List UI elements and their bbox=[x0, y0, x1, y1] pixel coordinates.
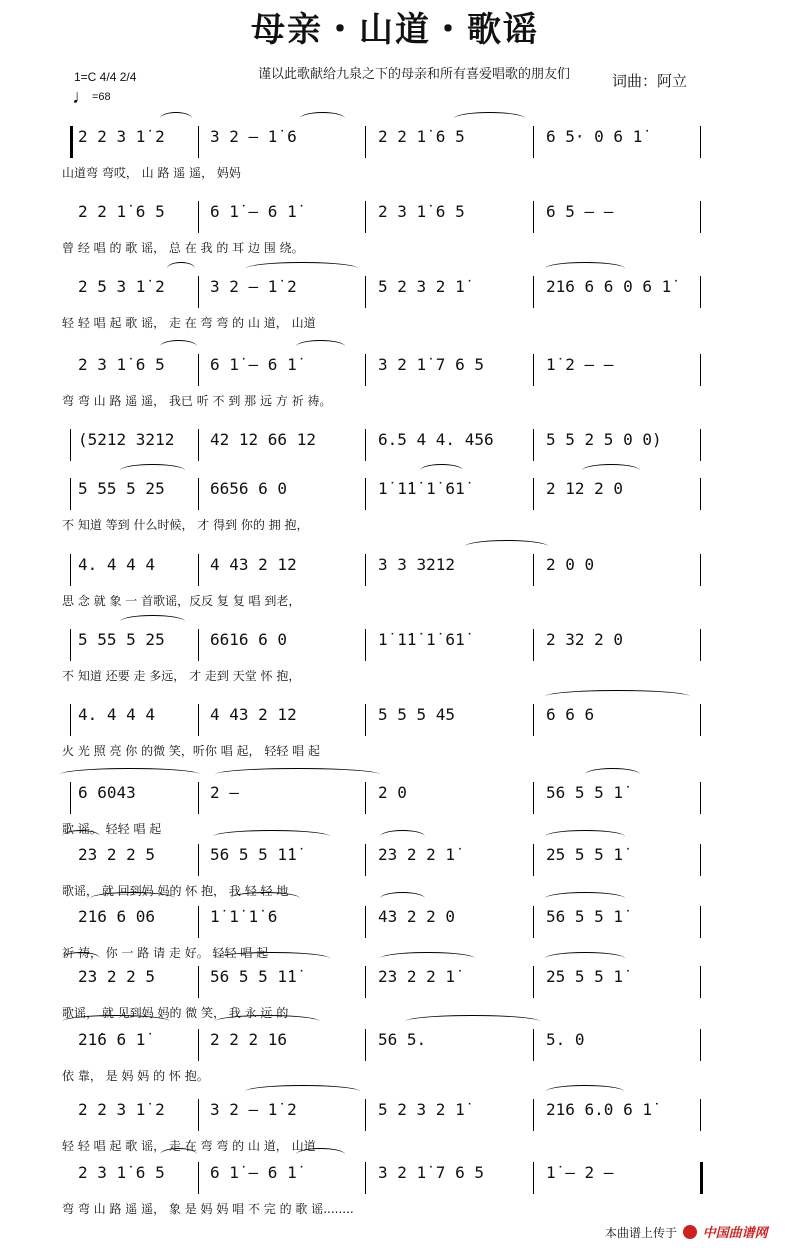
lyric-line: 弯 弯 山 路 遥 遥， 象 是 妈 妈 唱 不 完 的 歌 谣........ bbox=[62, 1202, 354, 1216]
lyrics-music-credit: 词曲：阿立 bbox=[612, 72, 688, 90]
barline bbox=[700, 906, 701, 938]
start-barline bbox=[70, 782, 71, 814]
barline bbox=[365, 201, 366, 233]
measure-notes: 25 5 5 1̇ bbox=[546, 845, 624, 864]
barline bbox=[365, 966, 366, 998]
measure-notes: 56 5 5 1̇1̇ bbox=[210, 845, 297, 864]
slur-mark bbox=[545, 952, 625, 965]
measure-notes: 5. 0 bbox=[546, 1030, 585, 1049]
slur-mark bbox=[215, 1015, 320, 1028]
slur-mark bbox=[62, 952, 100, 965]
measure-notes: 6 1̇ – 6 1̇ bbox=[210, 355, 297, 374]
tempo-value: =68 bbox=[92, 91, 111, 103]
barline bbox=[700, 429, 701, 461]
tempo-marking bbox=[72, 86, 111, 109]
measure-notes: 6 6 6 bbox=[546, 705, 595, 724]
slur-mark bbox=[213, 830, 330, 843]
measure-notes: 3 2 – 1̇ 2 bbox=[210, 1100, 297, 1119]
slur-mark bbox=[545, 892, 625, 905]
barline bbox=[533, 1162, 534, 1194]
measure-notes: 5 55 5 25 bbox=[78, 479, 165, 498]
score-system bbox=[0, 197, 790, 265]
slur-mark bbox=[582, 464, 640, 477]
measure-notes: 3 2 1̇ 7 6 5 bbox=[378, 1163, 484, 1182]
key-time-signature: 1=C 4/4 2/4 bbox=[74, 70, 137, 84]
lyric-line: 曾 经 唱 的 歌 谣， 总 在 我 的 耳 边 围 绕。 bbox=[62, 241, 304, 255]
slur-mark bbox=[120, 615, 185, 628]
lyric-line: 思 念 就 象 一 首歌谣，反反 复 复 唱 到老， bbox=[62, 594, 301, 608]
site-logo-text[interactable]: 中国曲谱网 bbox=[702, 1226, 768, 1241]
measure-notes: 2 5 3 1̇ 2 bbox=[78, 277, 165, 296]
start-barline bbox=[70, 478, 71, 510]
lyric-line: 不 知道 还要 走 多远， 才 走到 天堂 怀 抱， bbox=[62, 669, 301, 683]
barline bbox=[198, 1099, 199, 1131]
barline bbox=[365, 906, 366, 938]
start-barline bbox=[70, 629, 71, 661]
measure-notes: 5 55 5 25 bbox=[78, 630, 165, 649]
slur-mark bbox=[545, 262, 625, 275]
measure-notes: 23 2 2 1̇ bbox=[378, 967, 456, 986]
barline bbox=[198, 844, 199, 876]
slur-mark bbox=[60, 768, 200, 781]
measure-notes: 2 2 3 1̇ 2 bbox=[78, 1100, 165, 1119]
song-title: 母亲・山道・歌谣 bbox=[251, 10, 539, 50]
measure-notes: 23 2 2 1̇ bbox=[378, 845, 456, 864]
barline bbox=[198, 429, 199, 461]
barline bbox=[533, 276, 534, 308]
barline bbox=[533, 554, 534, 586]
score-system bbox=[0, 1095, 790, 1163]
measure-notes: 1̇ – 2 – bbox=[546, 1163, 614, 1182]
measure-notes: 2 2 2 16 bbox=[210, 1030, 288, 1049]
measure-notes: 216 6 6 0 6 1̇ bbox=[546, 277, 672, 296]
barline bbox=[365, 429, 366, 461]
barline bbox=[365, 782, 366, 814]
measure-notes: 1̇ 1̇1̇ 1̇ 61̇ bbox=[378, 479, 465, 498]
upload-footer bbox=[605, 1222, 768, 1241]
lyric-line: 歌谣， 就 回到妈 妈的 怀 抱， 我 轻 轻 地 bbox=[62, 884, 289, 898]
barline bbox=[700, 126, 701, 158]
score-system bbox=[0, 122, 790, 190]
slur-mark bbox=[296, 340, 345, 353]
measure-notes: 1̇ 1̇ 1̇ 6 bbox=[210, 907, 278, 926]
barline bbox=[533, 478, 534, 510]
barline bbox=[700, 276, 701, 308]
slur-mark bbox=[545, 830, 625, 843]
barline bbox=[198, 201, 199, 233]
measure-notes: 6 5 – – bbox=[546, 202, 614, 221]
slur-mark bbox=[90, 892, 175, 905]
barline bbox=[365, 1099, 366, 1131]
slur-mark bbox=[465, 540, 548, 553]
slur-mark bbox=[213, 952, 330, 965]
barline bbox=[365, 276, 366, 308]
measure-notes: 2 2 1̇ 6 5 bbox=[378, 127, 465, 146]
slur-mark bbox=[585, 768, 640, 781]
barline bbox=[198, 354, 199, 386]
measure-notes: 5 5 2 5 0 0) bbox=[546, 430, 662, 449]
barline bbox=[700, 354, 701, 386]
barline bbox=[198, 126, 199, 158]
measure-notes: 4 43 2 12 bbox=[210, 705, 297, 724]
measure-notes: 42 12 66 12 bbox=[210, 430, 316, 449]
slur-mark bbox=[215, 768, 380, 781]
measure-notes: 3 2 – 1̇ 2 bbox=[210, 277, 297, 296]
measure-notes: 1̇ 2 – – bbox=[546, 355, 614, 374]
barline bbox=[533, 844, 534, 876]
barline bbox=[365, 554, 366, 586]
measure-notes: 1̇ 1̇1̇ 1̇ 61̇ bbox=[378, 630, 465, 649]
measure-notes: 2 3 1̇ 6 5 bbox=[78, 355, 165, 374]
score-system bbox=[0, 700, 790, 768]
lyric-line: 歌 谣。 轻轻 唱 起 bbox=[62, 822, 162, 836]
measure-notes: 2 12 2 0 bbox=[546, 479, 624, 498]
measure-notes: 4. 4 4 4 bbox=[78, 555, 156, 574]
barline bbox=[533, 126, 534, 158]
slur-mark bbox=[546, 1085, 624, 1098]
start-barline bbox=[70, 704, 71, 736]
slur-mark bbox=[545, 690, 690, 703]
music-site-logo-icon bbox=[683, 1225, 697, 1239]
measure-notes: 2 0 bbox=[378, 783, 407, 802]
slur-mark bbox=[454, 112, 525, 125]
measure-notes: 3 3 3212 bbox=[378, 555, 456, 574]
barline bbox=[533, 1099, 534, 1131]
barline bbox=[198, 704, 199, 736]
lyric-line: 歌谣， 就 见到妈 妈的 微 笑， 我 永 远 的 bbox=[62, 1006, 289, 1020]
barline bbox=[198, 1029, 199, 1061]
measure-notes: 3 2 1̇ 7 6 5 bbox=[378, 355, 484, 374]
barline bbox=[198, 554, 199, 586]
measure-notes: 216 6 06 bbox=[78, 907, 156, 926]
barline bbox=[365, 126, 366, 158]
dedication-text: 谨以此歌献给九泉之下的母亲和所有喜爱唱歌的朋友们 bbox=[258, 67, 571, 82]
barline bbox=[700, 966, 701, 998]
slur-mark bbox=[380, 892, 425, 905]
measure-notes: 6 1̇ – 6 1̇ bbox=[210, 202, 297, 221]
barline bbox=[533, 966, 534, 998]
barline bbox=[365, 1029, 366, 1061]
barline bbox=[198, 629, 199, 661]
start-barline bbox=[70, 554, 71, 586]
lyric-line: 祈 祷， 你 一 路 请 走 好。 轻轻 唱 起 bbox=[62, 946, 269, 960]
measure-notes: 43 2 2 0 bbox=[378, 907, 456, 926]
barline bbox=[533, 1029, 534, 1061]
slur-mark bbox=[167, 262, 195, 275]
lyric-line: 轻 轻 唱 起 歌 谣， 走 在 弯 弯 的 山 道， 山道 bbox=[62, 316, 316, 330]
measure-notes: 2 2 1̇ 6 5 bbox=[78, 202, 165, 221]
barline bbox=[700, 201, 701, 233]
measure-notes: 56 5 5 1̇ bbox=[546, 783, 624, 802]
lyric-line: 轻 轻 唱 起 歌 谣， 走 在 弯 弯 的 山 道， 山道 bbox=[62, 1139, 316, 1153]
measure-notes: 4 43 2 12 bbox=[210, 555, 297, 574]
score-system bbox=[0, 1025, 790, 1093]
score-system bbox=[0, 272, 790, 340]
score-system bbox=[0, 474, 790, 542]
measure-notes: 5 5 5 45 bbox=[378, 705, 456, 724]
upload-note: 本曲谱上传于 bbox=[605, 1226, 678, 1240]
measure-notes: (5212 3212 bbox=[78, 430, 175, 449]
barline bbox=[365, 629, 366, 661]
measure-notes: 216 6.0 6 1̇ bbox=[546, 1100, 652, 1119]
final-barline bbox=[700, 1162, 703, 1194]
measure-notes: 2 2 3 1̇ 2 bbox=[78, 127, 165, 146]
barline bbox=[198, 478, 199, 510]
slur-mark bbox=[160, 112, 192, 125]
measure-notes: 6 1̇ – 6 1̇ bbox=[210, 1163, 297, 1182]
slur-mark bbox=[380, 952, 475, 965]
barline bbox=[198, 906, 199, 938]
measure-notes: 21̇6 6 1̇ bbox=[78, 1030, 146, 1049]
slur-mark bbox=[246, 262, 358, 275]
lyric-line: 不 知道 等到 什么时候， 才 得到 你的 拥 抱， bbox=[62, 518, 309, 532]
slur-mark bbox=[62, 830, 100, 843]
barline bbox=[533, 906, 534, 938]
lyric-line: 山道弯 弯哎， 山 路 遥 遥， 妈妈 bbox=[62, 166, 241, 180]
barline bbox=[365, 354, 366, 386]
measure-notes: 56 5. bbox=[378, 1030, 427, 1049]
slur-mark bbox=[380, 830, 425, 843]
measure-notes: 56 5 5 1̇1̇ bbox=[210, 967, 297, 986]
measure-notes: 23 2 2 5 bbox=[78, 845, 156, 864]
barline bbox=[700, 629, 701, 661]
measure-notes: 2 0 0 bbox=[546, 555, 595, 574]
barline bbox=[533, 782, 534, 814]
measure-notes: 4. 4 4 4 bbox=[78, 705, 156, 724]
measure-notes: 23 2 2 5 bbox=[78, 967, 156, 986]
measure-notes: 6656 6 0 bbox=[210, 479, 288, 498]
barline bbox=[365, 478, 366, 510]
measure-notes: 2 3 1̇ 6 5 bbox=[78, 1163, 165, 1182]
barline bbox=[700, 782, 701, 814]
slur-mark bbox=[245, 1085, 360, 1098]
measure-notes: 5 2 3 2 1̇ bbox=[378, 277, 465, 296]
barline bbox=[365, 704, 366, 736]
barline bbox=[533, 201, 534, 233]
measure-notes: 2 – bbox=[210, 783, 239, 802]
measure-notes: 5 2 3 2 1̇ bbox=[378, 1100, 465, 1119]
measure-notes: 56 5 5 1̇ bbox=[546, 907, 624, 926]
barline bbox=[700, 554, 701, 586]
measure-notes: 2 32 2 0 bbox=[546, 630, 624, 649]
slur-mark bbox=[160, 1148, 197, 1161]
lyric-line: 弯 弯 山 路 遥 遥， 我已 听 不 到 那 远 方 祈 祷。 bbox=[62, 394, 332, 408]
start-barline bbox=[70, 429, 71, 461]
slur-mark bbox=[296, 1148, 345, 1161]
slur-mark bbox=[230, 892, 300, 905]
score-system bbox=[0, 350, 790, 418]
measure-notes: 2 3 1̇ 6 5 bbox=[378, 202, 465, 221]
barline bbox=[700, 844, 701, 876]
measure-notes: 25 5 5 1̇ bbox=[546, 967, 624, 986]
slur-mark bbox=[405, 1015, 540, 1028]
slur-mark bbox=[300, 112, 345, 125]
barline bbox=[700, 704, 701, 736]
measure-notes: 6616 6 0 bbox=[210, 630, 288, 649]
barline bbox=[198, 966, 199, 998]
measure-notes: 6.5 4 4. 456 bbox=[378, 430, 494, 449]
lyric-line: 火 光 照 亮 你 的微 笑，听你 唱 起， 轻轻 唱 起 bbox=[62, 744, 320, 758]
barline bbox=[700, 478, 701, 510]
slur-mark bbox=[420, 464, 463, 477]
barline bbox=[533, 354, 534, 386]
score-system bbox=[0, 1158, 790, 1226]
slur-mark bbox=[62, 1015, 170, 1028]
barline bbox=[365, 1162, 366, 1194]
score-system bbox=[0, 625, 790, 693]
barline bbox=[700, 1099, 701, 1131]
barline bbox=[198, 782, 199, 814]
start-repeat-barline bbox=[70, 126, 73, 158]
barline bbox=[533, 629, 534, 661]
barline bbox=[198, 1162, 199, 1194]
lyric-line: 依 靠， 是 妈 妈 的 怀 抱。 bbox=[62, 1069, 209, 1083]
barline bbox=[700, 1029, 701, 1061]
barline bbox=[365, 844, 366, 876]
barline bbox=[533, 429, 534, 461]
barline bbox=[198, 276, 199, 308]
quarter-note-icon: ♩ bbox=[72, 86, 92, 108]
measure-notes: 6 5· 0 6 1̇ bbox=[546, 127, 643, 146]
slur-mark bbox=[160, 340, 197, 353]
score-system bbox=[0, 550, 790, 618]
measure-notes: 3 2 – 1̇ 6 bbox=[210, 127, 297, 146]
barline bbox=[533, 704, 534, 736]
slur-mark bbox=[120, 464, 185, 477]
measure-notes: 6 6043 bbox=[78, 783, 136, 802]
